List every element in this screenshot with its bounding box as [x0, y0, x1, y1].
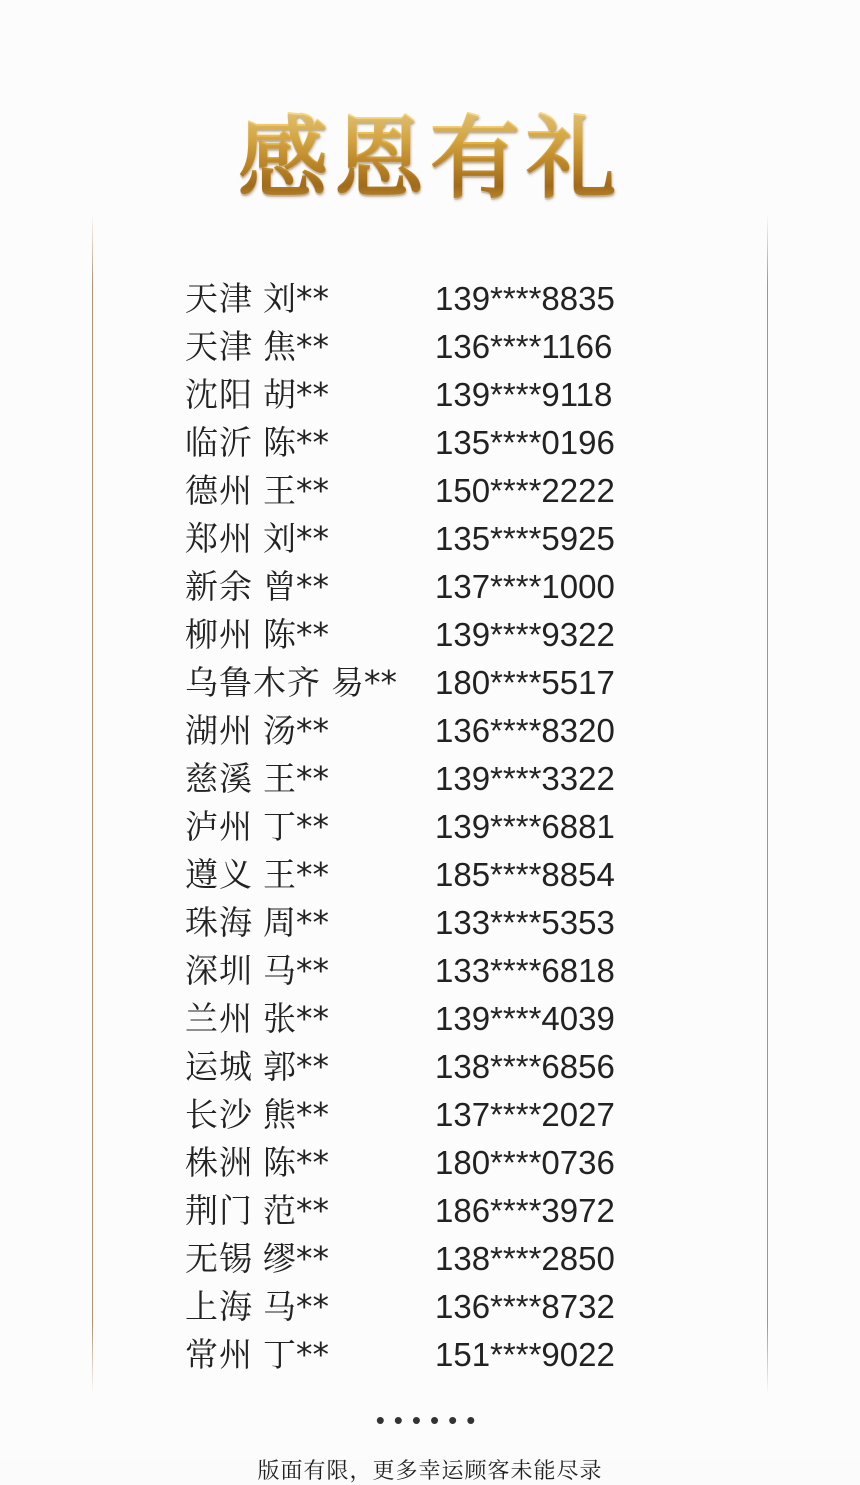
list-item [0, 849, 860, 897]
winner-phone: 139****8835 [435, 280, 615, 318]
winner-name [185, 609, 435, 656]
winner-name [185, 849, 435, 896]
winner-phone: 133****5353 [435, 904, 615, 942]
winner-surname: 熊** [263, 1095, 329, 1135]
list-item [0, 1137, 860, 1185]
footer-note: 版面有限，更多幸运顾客未能尽录 [257, 1459, 603, 1485]
list-item [0, 897, 860, 945]
list-item [0, 465, 860, 513]
winner-name [185, 1329, 435, 1376]
list-item [0, 1041, 860, 1089]
list-item [0, 657, 860, 705]
winner-name [185, 1281, 435, 1328]
winner-name [185, 369, 435, 416]
winner-name [185, 273, 435, 320]
winner-name [185, 1137, 435, 1184]
winner-phone: 186****3972 [435, 1192, 615, 1230]
winner-city: 临沂 [185, 423, 253, 463]
winner-surname: 刘** [263, 279, 329, 319]
winner-phone: 136****8320 [435, 712, 615, 750]
winner-phone: 137****2027 [435, 1096, 615, 1134]
list-item [0, 1089, 860, 1137]
winner-name [185, 465, 435, 512]
winner-name [185, 897, 435, 944]
list-item [0, 753, 860, 801]
winner-phone: 150****2222 [435, 472, 615, 510]
winner-phone: 139****9322 [435, 616, 615, 654]
winner-name [185, 705, 435, 752]
winner-city: 运城 [185, 1047, 253, 1087]
winner-surname: 周** [263, 903, 329, 943]
ellipsis-decoration: •••••• [375, 1405, 485, 1436]
winner-name [185, 1185, 435, 1232]
winner-name [185, 513, 435, 560]
winner-surname: 曾** [263, 567, 329, 607]
winner-city: 乌鲁木齐 [185, 663, 321, 703]
winner-surname: 王** [263, 471, 329, 511]
winner-surname: 刘** [263, 519, 329, 559]
winner-phone: 138****2850 [435, 1240, 615, 1278]
winner-name [185, 801, 435, 848]
winner-city: 长沙 [185, 1095, 253, 1135]
winner-phone: 180****5517 [435, 664, 615, 702]
list-item [0, 609, 860, 657]
winner-phone: 135****0196 [435, 424, 615, 462]
winner-city: 珠海 [185, 903, 253, 943]
winner-surname: 汤** [263, 711, 329, 751]
list-item [0, 945, 860, 993]
winner-city: 上海 [185, 1287, 253, 1327]
winner-name [185, 1041, 435, 1088]
winner-name [185, 561, 435, 608]
winner-phone: 180****0736 [435, 1144, 615, 1182]
winner-city: 深圳 [185, 951, 253, 991]
winner-phone: 139****4039 [435, 1000, 615, 1038]
winner-surname: 易** [331, 663, 397, 703]
winner-name [185, 417, 435, 464]
winner-phone: 151****9022 [435, 1336, 615, 1374]
winner-name [185, 1233, 435, 1280]
list-item [0, 417, 860, 465]
list-item [0, 321, 860, 369]
winner-surname: 胡** [263, 375, 329, 415]
list-item [0, 705, 860, 753]
winner-city: 沈阳 [185, 375, 253, 415]
winner-name [185, 321, 435, 368]
winner-surname: 陈** [263, 423, 329, 463]
winner-city: 德州 [185, 471, 253, 511]
winner-phone: 138****6856 [435, 1048, 615, 1086]
winner-city: 柳州 [185, 615, 253, 655]
list-item [0, 1281, 860, 1329]
winner-surname: 张** [263, 999, 329, 1039]
winner-surname: 王** [263, 759, 329, 799]
winner-city: 无锡 [185, 1239, 253, 1279]
winner-city: 郑州 [185, 519, 253, 559]
winner-surname: 陈** [263, 615, 329, 655]
winner-surname: 马** [263, 1287, 329, 1327]
winner-phone: 133****6818 [435, 952, 615, 990]
winner-phone: 139****3322 [435, 760, 615, 798]
winner-phone: 136****1166 [435, 328, 613, 366]
winner-phone: 136****8732 [435, 1288, 615, 1326]
winner-name [185, 1089, 435, 1136]
winner-surname: 王** [263, 855, 329, 895]
winner-phone: 137****1000 [435, 568, 615, 606]
winner-city: 荆门 [185, 1191, 253, 1231]
winner-city: 常州 [185, 1335, 253, 1375]
winner-city: 天津 [185, 279, 253, 319]
winner-city: 慈溪 [185, 759, 253, 799]
list-item [0, 561, 860, 609]
winner-city: 泸州 [185, 807, 253, 847]
winner-list [0, 273, 860, 1377]
list-item [0, 993, 860, 1041]
winner-phone: 139****6881 [435, 808, 615, 846]
list-item [0, 801, 860, 849]
winner-city: 遵义 [185, 855, 253, 895]
poster-title-area [0, 0, 860, 267]
winner-surname: 郭** [263, 1047, 329, 1087]
winner-city: 株洲 [185, 1143, 253, 1183]
winner-city: 湖州 [185, 711, 253, 751]
winner-surname: 焦** [263, 327, 329, 367]
winner-surname: 陈** [263, 1143, 329, 1183]
winner-surname: 缪** [263, 1239, 329, 1279]
list-item [0, 1185, 860, 1233]
winner-phone: 185****8854 [435, 856, 615, 894]
list-item [0, 1233, 860, 1281]
list-item [0, 1329, 860, 1377]
winner-surname: 丁** [263, 807, 329, 847]
winner-name [185, 945, 435, 992]
page-title: 感恩有礼 [238, 106, 622, 212]
winner-phone: 139****9118 [435, 376, 613, 414]
winner-surname: 丁** [263, 1335, 329, 1375]
list-item [0, 513, 860, 561]
winner-city: 兰州 [185, 999, 253, 1039]
list-item [0, 273, 860, 321]
winner-surname: 马** [263, 951, 329, 991]
winner-name [185, 753, 435, 800]
winner-surname: 范** [263, 1191, 329, 1231]
winner-city: 新余 [185, 567, 253, 607]
winner-name [185, 993, 435, 1040]
winner-city: 天津 [185, 327, 253, 367]
list-item [0, 369, 860, 417]
winner-name [185, 657, 435, 704]
winner-phone: 135****5925 [435, 520, 615, 558]
